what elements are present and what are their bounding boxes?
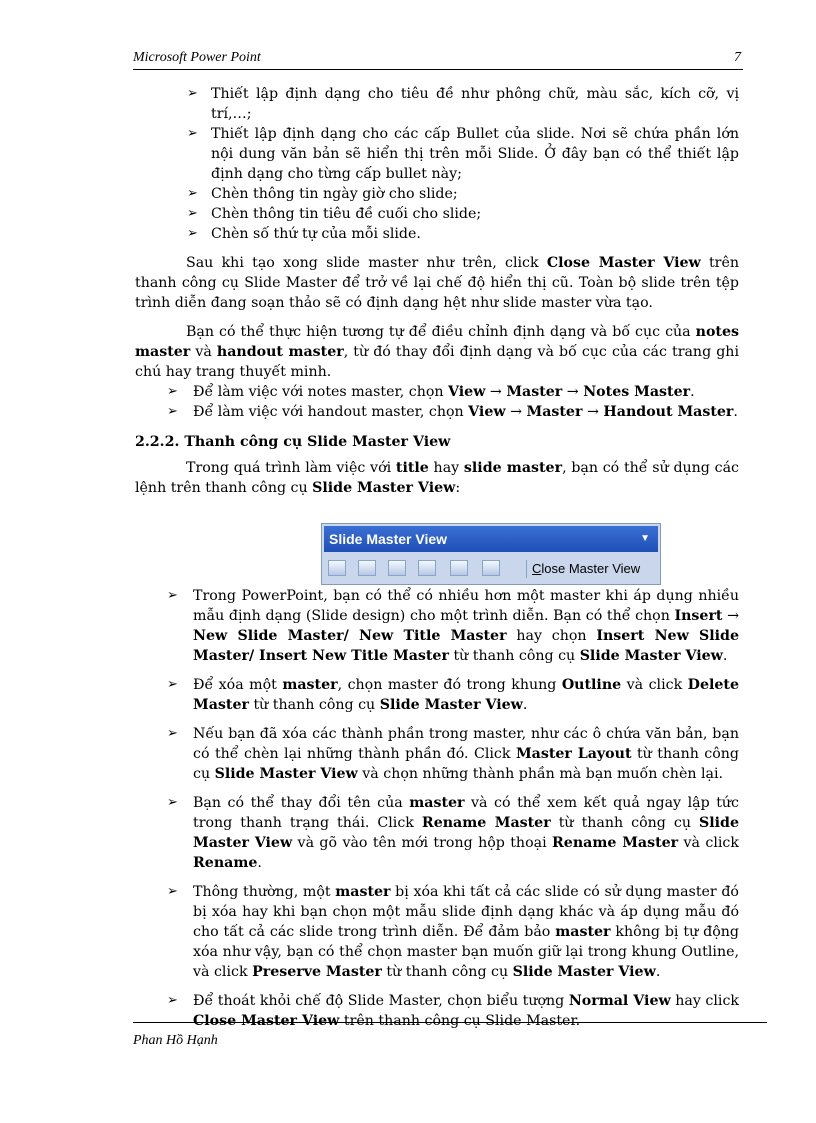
arrow-bullet-icon: ➢ (167, 677, 178, 692)
arrow-bullet-icon: ➢ (167, 726, 178, 741)
arrow-bullet-icon: ➢ (167, 404, 178, 419)
master-layout-icon[interactable] (482, 560, 500, 576)
preserve-master-icon[interactable] (418, 560, 436, 576)
list-item: ➢ Để xóa một master, chọn master đó trong khung Outline và click Delete Master từ thanh công cụ Slide Master View. (167, 677, 739, 713)
toolbar-title-bar[interactable] (324, 526, 658, 552)
paragraph: Bạn có thể thực hiện tương tự để điều chỉnh định dạng và bố cục của notes master và handout master, từ đó thay đổi định dạng và bố cục của các trang ghi chú hay trang thuyết minh. (135, 324, 739, 380)
delete-master-icon[interactable] (388, 560, 406, 576)
list-item: ➢ Để thoát khỏi chế độ Slide Master, chọn biểu tượng Normal View hay click Close Master View trên thanh công cụ Slide Master. (167, 993, 740, 1029)
arrow-bullet-icon: ➢ (167, 884, 178, 899)
paragraph: Trong quá trình làm việc với title hay slide master, bạn có thể sử dụng các lệnh trên thanh công cụ Slide Master View: (135, 460, 739, 496)
arrow-bullet-icon: ➢ (187, 226, 198, 241)
toolbar-title: Slide Master View (329, 531, 448, 547)
list-item: ➢ Chèn thông tin ngày giờ cho slide; (187, 186, 458, 202)
header-title: Microsoft Power Point (133, 50, 261, 65)
page-header (133, 48, 741, 68)
arrow-bullet-icon: ➢ (167, 993, 178, 1008)
list-item: ➢ Chèn số thứ tự của mỗi slide. (187, 226, 421, 242)
arrow-bullet-icon: ➢ (187, 126, 198, 141)
toolbar-separator (526, 560, 527, 578)
list-item: ➢ Chèn thông tin tiêu đề cuối cho slide; (187, 206, 482, 222)
arrow-bullet-icon: ➢ (167, 588, 178, 603)
insert-new-title-master-icon[interactable] (358, 560, 376, 576)
header-rule (133, 69, 743, 70)
arrow-bullet-icon: ➢ (167, 384, 178, 399)
page-number: 7 (734, 50, 741, 65)
list-item: ➢ Trong PowerPoint, bạn có thể có nhiều hơn một master khi áp dụng nhiều mẫu định dạng (Slide design) cho một trình diễn. Bạn có thể chọn Insert → New Slide Master/ New Title Master hay chọn Insert New Slide Master/ Insert New Title Master từ thanh công cụ Slide Master View. (167, 588, 740, 664)
list-item: ➢ Thiết lập định dạng cho tiêu đề như phông chữ, màu sắc, kích cỡ, vị trí,…; (187, 86, 739, 122)
page-footer: Phan Hồ Hạnh (133, 1033, 218, 1048)
paragraph: Sau khi tạo xong slide master như trên, click Close Master View trên thanh công cụ Slide Master để trở về lại chế độ hiển thị cũ. Toàn bộ slide trên tệp trình diễn đang soạn thảo sẽ có định dạng hệt như slide master vừa tạo. (135, 255, 739, 311)
insert-new-slide-master-icon[interactable] (328, 560, 346, 576)
list-item: ➢ Bạn có thể thay đổi tên của master và có thể xem kết quả ngay lập tức trong thanh trạng thái. Click Rename Master từ thanh công cụ Slide Master View và gõ vào tên mới trong hộp thoại Rename Master và click Rename. (167, 795, 739, 871)
dropdown-arrow-icon[interactable]: ▼ (640, 533, 650, 544)
arrow-bullet-icon: ➢ (187, 186, 198, 201)
footer-rule (133, 1022, 767, 1023)
list-item: ➢ Nếu bạn đã xóa các thành phần trong master, như các ô chứa văn bản, bạn có thể chèn lại những thành phần đó. Click Master Layout từ thanh công cụ Slide Master View và chọn những thành phần mà bạn muốn chèn lại. (167, 726, 740, 782)
rename-master-icon[interactable] (450, 560, 468, 576)
toolbar-buttons (328, 556, 656, 582)
close-master-view-button[interactable]: Close Master View (532, 561, 641, 576)
list-item: ➢ Thiết lập định dạng cho các cấp Bullet của slide. Nơi sẽ chứa phần lớn nội dung văn bản sẽ hiển thị trên mỗi Slide. Ở đây bạn có thể thiết lập định dạng cho từng cấp bullet này; (187, 126, 739, 182)
section-heading: 2.2.2. Thanh công cụ Slide Master View (135, 434, 451, 450)
list-item: ➢ Để làm việc với handout master, chọn View → Master → Handout Master. (167, 404, 738, 420)
arrow-bullet-icon: ➢ (187, 206, 198, 221)
arrow-bullet-icon: ➢ (187, 86, 198, 101)
list-item: ➢ Để làm việc với notes master, chọn View → Master → Notes Master. (167, 384, 695, 400)
arrow-bullet-icon: ➢ (167, 795, 178, 810)
slide-master-view-toolbar (321, 523, 661, 585)
list-item: ➢ Thông thường, một master bị xóa khi tất cả các slide có sử dụng master đó bị xóa hay khi bạn chọn một mẫu slide định dạng khác và áp dụng mẫu đó cho tất cả các slide trong trình diễn. Để đảm bảo master không bị tự động xóa như vậy, bạn có thể chọn master bạn muốn giữ lại trong khung Outline, và click Preserve Master từ thanh công cụ Slide Master View. (167, 884, 739, 980)
